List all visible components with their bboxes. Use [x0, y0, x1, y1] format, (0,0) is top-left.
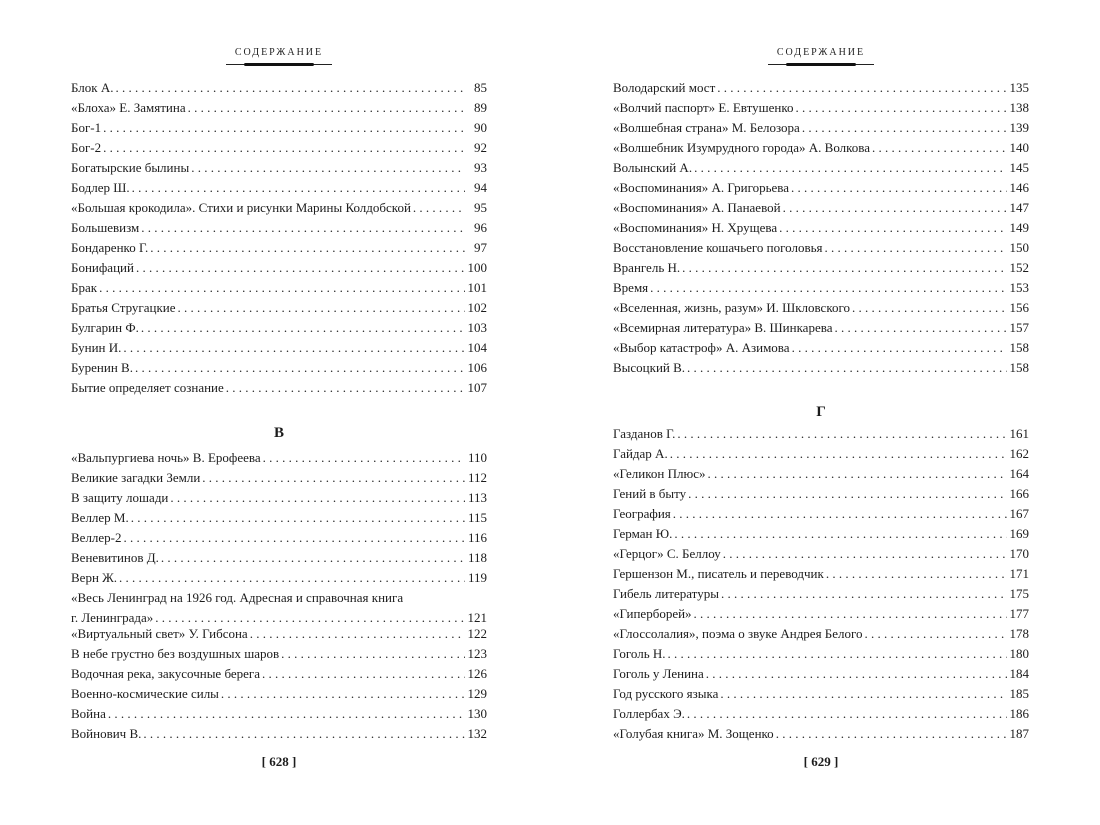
dot-leader [263, 448, 465, 468]
toc-entry-page: 177 [1009, 606, 1029, 621]
toc-entry [71, 258, 487, 278]
toc-entry-title: «Воспоминания» Н. Хрущева [613, 220, 778, 235]
toc-entry-page: 157 [1009, 320, 1029, 335]
dot-leader [682, 258, 1007, 278]
toc-entry-page: 100 [467, 260, 487, 275]
toc-entry-title: В защиту лошади [71, 490, 169, 505]
toc-entry [71, 158, 487, 178]
toc-entry-page: 122 [467, 626, 487, 641]
toc-entry [71, 488, 487, 508]
toc-entry-page: 184 [1009, 666, 1029, 681]
dot-leader [694, 604, 1007, 624]
toc-entry [613, 218, 1029, 238]
toc-entry [613, 484, 1029, 504]
toc-entry-title: «Всемирная литература» В. Шинкарева [613, 320, 833, 335]
toc-entry-page: 93 [474, 160, 487, 175]
toc-entry-title: Водочная река, закусочные берега [71, 666, 261, 681]
dot-leader [170, 488, 465, 508]
toc-entry [613, 278, 1029, 298]
toc-entry [71, 568, 487, 588]
dot-leader [779, 218, 1007, 238]
toc-entry-page: 92 [474, 140, 487, 155]
dot-leader [783, 198, 1007, 218]
toc-entry-title: «Глоссолалия», поэма о звуке Андрея Белого [613, 626, 863, 641]
toc-entry-page: 175 [1009, 586, 1029, 601]
dot-leader [694, 158, 1007, 178]
toc-entry-title: Восстановление кошачьего поголовья [613, 240, 823, 255]
dot-leader [119, 568, 465, 588]
toc-entry [71, 318, 487, 338]
dot-leader [188, 98, 465, 118]
toc-entry [71, 298, 487, 318]
toc-entry [613, 158, 1029, 178]
toc-entry-title: «Блоха» Е. Замятина [71, 100, 186, 115]
dot-leader [674, 524, 1007, 544]
toc-list [71, 448, 487, 588]
toc-entry-title: Буренин В. [71, 360, 133, 375]
toc-entry [613, 524, 1029, 544]
toc-entry [71, 624, 487, 644]
toc-entry-page: 89 [474, 100, 487, 115]
toc-entry-page: 110 [467, 450, 487, 465]
toc-entry-page: 90 [474, 120, 487, 135]
dot-leader [124, 528, 465, 548]
toc-entry-title: В небе грустно без воздушных шаров [71, 646, 280, 661]
toc-entry [613, 444, 1029, 464]
dot-leader [108, 704, 465, 724]
toc-entry-title: Гершензон М., писатель и переводчик [613, 566, 824, 581]
toc-entry-title: Богатырские былины [71, 160, 190, 175]
toc-entry-page: 118 [467, 550, 487, 565]
dot-leader [132, 178, 465, 198]
dot-leader [717, 78, 1007, 98]
toc-entry-page: 158 [1009, 340, 1029, 355]
toc-entry-page: 147 [1009, 200, 1029, 215]
toc-entry-page: 169 [1009, 526, 1029, 541]
toc-entry-page: 103 [467, 320, 487, 335]
dot-leader [131, 508, 465, 528]
toc-entry-page: 132 [467, 726, 487, 741]
toc-entry-title: «Герцог» С. Беллоу [613, 546, 721, 561]
toc-entry-title: Бог-1 [71, 120, 102, 135]
dot-leader [668, 644, 1007, 664]
toc-entry-page: 185 [1009, 686, 1029, 701]
toc-entry [613, 138, 1029, 158]
toc-entry-title-line: «Весь Ленинград на 1926 год. Адресная и справочная книга [71, 590, 404, 605]
toc-entry [613, 78, 1029, 98]
dot-leader [136, 258, 465, 278]
toc-entry-title: «Большая крокодила». Стихи и рисунки Марины Колдобской [71, 200, 411, 215]
dot-leader [150, 238, 465, 258]
toc-entry-page: 129 [467, 686, 487, 701]
toc-entry-page: 96 [474, 220, 487, 235]
dot-leader [161, 548, 465, 568]
toc-entry-page: 94 [474, 180, 487, 195]
toc-entry-title: Булгарин Ф. [71, 320, 139, 335]
toc-entry-title: Бунин И. [71, 340, 122, 355]
head-rule-ornament [226, 64, 332, 65]
running-head: СОДЕРЖАНИЕ [234, 47, 324, 58]
dot-leader [103, 138, 465, 158]
toc-list [71, 624, 487, 744]
toc-entry-page: 150 [1009, 240, 1029, 255]
toc-entry-title: Волынский А. [613, 160, 693, 175]
toc-list [613, 424, 1029, 744]
toc-entry [613, 704, 1029, 724]
toc-entry-title: «Волшебник Изумрудного города» А. Волкова [613, 140, 871, 155]
dot-leader [687, 358, 1007, 378]
dot-leader [178, 298, 465, 318]
toc-entry-page: 171 [1009, 566, 1029, 581]
toc-entry-title: Гоголь Н. [613, 646, 666, 661]
dot-leader [723, 544, 1007, 564]
running-head: СОДЕРЖАНИЕ [776, 47, 866, 58]
toc-entry [71, 448, 487, 468]
toc-entry [71, 468, 487, 488]
section-letter: Г [816, 404, 826, 420]
toc-entry-title: География [613, 506, 671, 521]
toc-entry [613, 424, 1029, 444]
toc-entry-title: Герман Ю. [613, 526, 673, 541]
dot-leader [802, 118, 1007, 138]
toc-entry-title: Гайдар А. [613, 446, 668, 461]
dot-leader [202, 468, 465, 488]
toc-entry-page: 153 [1009, 280, 1029, 295]
toc-list [613, 78, 1029, 378]
toc-entry [71, 704, 487, 724]
toc-entry [613, 684, 1029, 704]
toc-entry [71, 198, 487, 218]
toc-entry-title: Бонифаций [71, 260, 134, 275]
toc-entry [613, 298, 1029, 318]
dot-leader [670, 444, 1007, 464]
toc-entry [71, 178, 487, 198]
toc-entry-title: «Воспоминания» А. Григорьева [613, 180, 790, 195]
toc-entry [613, 624, 1029, 644]
toc-entry-title: Голлербах Э. [613, 706, 685, 721]
toc-entry [71, 118, 487, 138]
toc-entry-page: 107 [467, 380, 487, 395]
toc-entry-title: Брак [71, 280, 98, 295]
toc-entry [71, 724, 487, 744]
page-number: [ 628 ] [261, 754, 297, 769]
toc-entry-title: «Волшебная страна» М. Белозора [613, 120, 800, 135]
dot-leader [650, 278, 1007, 298]
toc-entry-title-line: г. Ленинграда» [71, 610, 154, 625]
toc-entry-title: Война [71, 706, 106, 721]
toc-entry-page: 102 [467, 300, 487, 315]
toc-entry-page: 112 [467, 470, 487, 485]
toc-entry-page: 145 [1009, 160, 1029, 175]
toc-entry [613, 238, 1029, 258]
toc-entry-page: 130 [467, 706, 487, 721]
head-rule-ornament [768, 64, 874, 65]
toc-entry [71, 664, 487, 684]
toc-entry-title: Бытие определяет сознание [71, 380, 224, 395]
dot-leader [413, 198, 465, 218]
toc-entry-title: Веллер М. [71, 510, 129, 525]
dot-leader [116, 78, 466, 98]
right-page [613, 0, 1029, 825]
dot-leader [834, 318, 1007, 338]
dot-leader [226, 378, 465, 398]
dot-leader [825, 238, 1008, 258]
toc-entry [613, 464, 1029, 484]
toc-entry-page: 158 [1009, 360, 1029, 375]
toc-entry [613, 318, 1029, 338]
toc-entry-page: 85 [474, 80, 487, 95]
dot-leader [865, 624, 1007, 644]
toc-entry [71, 684, 487, 704]
dot-leader [673, 504, 1007, 524]
toc-entry [613, 564, 1029, 584]
dot-leader [776, 724, 1007, 744]
toc-entry-page: 126 [467, 666, 487, 681]
toc-entry [613, 358, 1029, 378]
dot-leader [141, 318, 465, 338]
toc-entry-page: 180 [1009, 646, 1029, 661]
toc-entry-title: «Виртуальный свет» У. Гибсона [71, 626, 248, 641]
toc-entry-title: Гений в быту [613, 486, 687, 501]
dot-leader [250, 624, 465, 644]
dot-leader [677, 424, 1007, 444]
toc-entry-page: 162 [1009, 446, 1029, 461]
toc-entry [71, 378, 487, 398]
dot-leader [141, 218, 465, 238]
toc-entry-title: Володарский мост [613, 80, 716, 95]
toc-entry-page: 95 [474, 200, 487, 215]
dot-leader [792, 338, 1007, 358]
toc-entry [71, 78, 487, 98]
toc-entry-title: Великие загадки Земли [71, 470, 201, 485]
toc-entry-page: 138 [1009, 100, 1029, 115]
toc-entry-page: 135 [1009, 80, 1029, 95]
toc-entry-page: 123 [467, 646, 487, 661]
toc-entry-page: 106 [467, 360, 487, 375]
toc-entry-page: 156 [1009, 300, 1029, 315]
toc-entry [613, 178, 1029, 198]
toc-entry-title: Время [613, 280, 649, 295]
toc-entry [613, 258, 1029, 278]
dot-leader [687, 704, 1007, 724]
toc-entry-page: 97 [474, 240, 487, 255]
dot-leader [99, 278, 465, 298]
dot-leader [720, 684, 1007, 704]
dot-leader [281, 644, 465, 664]
toc-entry-title: Гибель литературы [613, 586, 719, 601]
dot-leader [143, 724, 465, 744]
toc-entry-title: «Голубая книга» М. Зощенко [613, 726, 774, 741]
toc-entry-title: Высоцкий В. [613, 360, 686, 375]
toc-entry-title: Гоголь у Ленина [613, 666, 704, 681]
toc-entry-page: 119 [467, 570, 487, 585]
toc-entry-page: 115 [467, 510, 487, 525]
toc-entry-page: 170 [1009, 546, 1029, 561]
toc-entry-page: 116 [467, 530, 487, 545]
toc-entry [71, 644, 487, 664]
toc-entry-page: 161 [1009, 426, 1029, 441]
toc-entry [613, 338, 1029, 358]
toc-entry [71, 358, 487, 378]
dot-leader [826, 564, 1007, 584]
toc-entry-title: Военно-космические силы [71, 686, 219, 701]
left-page [71, 0, 487, 825]
toc-entry-page: 167 [1009, 506, 1029, 521]
toc-entry-title: «Гиперборей» [613, 606, 692, 621]
toc-entry-page: 187 [1009, 726, 1029, 741]
dot-leader [852, 298, 1007, 318]
toc-entry [613, 604, 1029, 624]
toc-entry-title: Веневитинов Д. [71, 550, 159, 565]
dot-leader [103, 118, 465, 138]
toc-entry-title: Бодлер Ш. [71, 180, 130, 195]
toc-entry-page: 140 [1009, 140, 1029, 155]
toc-entry [71, 338, 487, 358]
toc-entry-page: 152 [1009, 260, 1029, 275]
dot-leader [872, 138, 1007, 158]
dot-leader [791, 178, 1007, 198]
toc-entry [71, 528, 487, 548]
dot-leader [262, 664, 465, 684]
toc-entry-page: 166 [1009, 486, 1029, 501]
dot-leader [123, 338, 465, 358]
toc-entry [613, 644, 1029, 664]
toc-entry [613, 584, 1029, 604]
toc-entry-page: 164 [1009, 466, 1029, 481]
toc-list [71, 588, 487, 628]
toc-entry-page: 113 [467, 490, 487, 505]
toc-entry [613, 118, 1029, 138]
toc-entry [71, 278, 487, 298]
toc-entry-page: 121 [467, 610, 487, 625]
dot-leader [796, 98, 1007, 118]
toc-entry [71, 588, 487, 628]
toc-entry-title: Бондаренко Г. [71, 240, 149, 255]
toc-entry [613, 98, 1029, 118]
toc-entry-title: Газданов Г. [613, 426, 676, 441]
toc-entry-title: «Геликон Плюс» [613, 466, 706, 481]
toc-entry [71, 548, 487, 568]
toc-entry-page: 186 [1009, 706, 1029, 721]
toc-entry-title: «Волчий паспорт» Е. Евтушенко [613, 100, 794, 115]
toc-entry-title: Веллер-2 [71, 530, 122, 545]
toc-entry-title: Братья Стругацкие [71, 300, 176, 315]
toc-entry-title: «Воспоминания» А. Панаевой [613, 200, 781, 215]
section-letter: В [273, 425, 284, 441]
toc-entry-page: 101 [467, 280, 487, 295]
toc-entry-page: 104 [467, 340, 487, 355]
dot-leader [688, 484, 1007, 504]
dot-leader [707, 464, 1007, 484]
toc-entry [71, 508, 487, 528]
toc-entry-title: Год русского языка [613, 686, 719, 701]
dot-leader [135, 358, 465, 378]
toc-entry-page: 146 [1009, 180, 1029, 195]
dot-leader [191, 158, 465, 178]
toc-entry-title: «Вальпургиева ночь» В. Ерофеева [71, 450, 261, 465]
toc-entry [613, 664, 1029, 684]
dot-leader [721, 584, 1007, 604]
toc-entry-title: Верн Ж. [71, 570, 118, 585]
toc-list [71, 78, 487, 398]
toc-entry [613, 724, 1029, 744]
toc-entry [71, 218, 487, 238]
toc-entry-page: 178 [1009, 626, 1029, 641]
toc-entry [613, 198, 1029, 218]
toc-entry-page: 149 [1009, 220, 1029, 235]
toc-entry-title: Большевизм [71, 220, 140, 235]
toc-entry-title: Войнович В. [71, 726, 142, 741]
toc-entry [71, 238, 487, 258]
toc-entry [71, 98, 487, 118]
page-number: [ 629 ] [803, 754, 839, 769]
toc-entry-page: 139 [1009, 120, 1029, 135]
toc-entry-title: «Вселенная, жизнь, разум» И. Шкловского [613, 300, 850, 315]
toc-entry-title: «Выбор катастроф» А. Азимова [613, 340, 790, 355]
toc-entry-title: Бог-2 [71, 140, 102, 155]
dot-leader [221, 684, 465, 704]
toc-entry-title: Блок А. [71, 80, 114, 95]
toc-entry [71, 138, 487, 158]
toc-entry [613, 504, 1029, 524]
dot-leader [706, 664, 1007, 684]
toc-entry [613, 544, 1029, 564]
toc-entry-title: Врангель Н. [613, 260, 681, 275]
